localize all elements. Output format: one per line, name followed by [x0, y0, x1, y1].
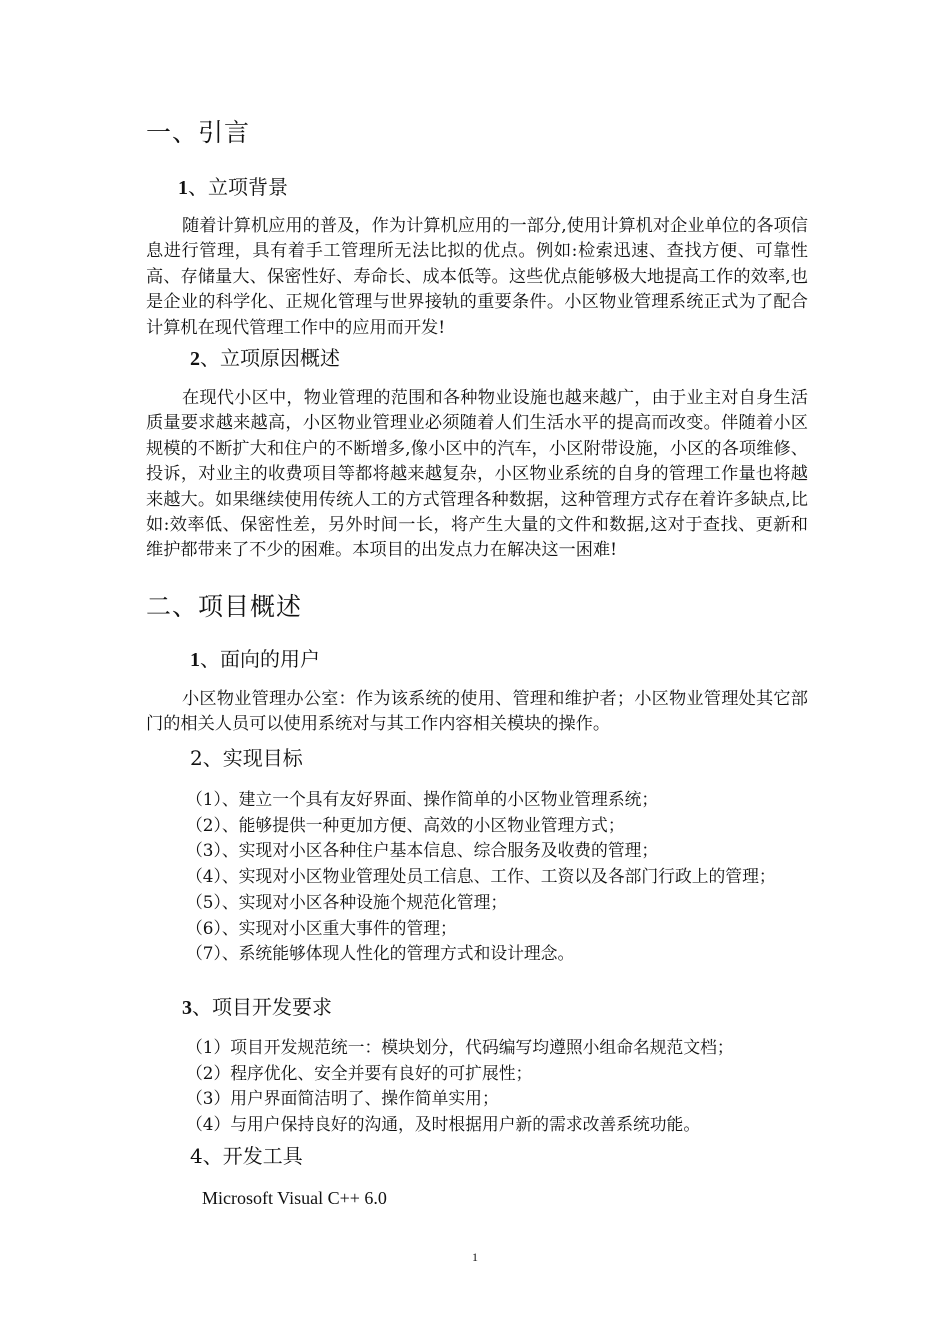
section-heading-introduction: 一、引言	[146, 118, 251, 147]
list-item: （4）与用户保持良好的沟通，及时根据用户新的需求改善系统功能。	[186, 1114, 701, 1135]
subsection-title: 、面向的用户	[200, 647, 320, 671]
subsection-number: 3	[182, 997, 192, 1019]
paragraph-reasons: 在现代小区中，物业管理的范围和各种物业设施也越来越广，由于业主对自身生活质量要求越来越高，小区物业管理业必须随着人们生活水平的提高而改变。伴随着小区规模的不断扩大和住户的不断增多,像小区中的汽车，小区附带设施，小区的各项维修、投诉，对业主的收费项目等都将越来越复杂，小区物业系统的自身的管理工作量也将越来越大。如果继续使用传统人工的方式管理各种数据，这种管理方式存在着许多缺点,比如:效率低、保密性差，另外时间一长，将产生大量的文件和数据,这对于查找、更新和维护都带来了不少的困难。本项目的出发点力在解决这一困难!	[146, 388, 808, 561]
subsection-number: 1	[178, 177, 188, 199]
paragraph-background: 随着计算机应用的普及，作为计算机应用的一部分,使用计算机对企业单位的各项信息进行管理，具有着手工管理所无法比拟的优点。例如:检索迅速、查找方便、可靠性高、存储量大、保密性好、寿命长、成本低等。这些优点能够极大地提高工作的效率,也是企业的科学化、正规化管理与世界接轨的重要条件。小区物业管理系统正式为了配合计算机在现代管理工作中的应用而开发!	[146, 216, 808, 338]
subsection-heading-background	[178, 174, 288, 201]
subsection-number: 1	[190, 649, 200, 671]
subsection-number: 2	[190, 348, 200, 370]
list-item: （3）用户界面简洁明了、操作简单实用；	[186, 1088, 499, 1109]
section-heading-overview: 二、项目概述	[146, 592, 303, 621]
subsection-title: 、项目开发要求	[192, 995, 332, 1019]
list-item: （2）、能够提供一种更加方便、高效的小区物业管理方式；	[186, 814, 625, 835]
subsection-title: 、立项背景	[188, 175, 288, 199]
subsection-heading-dev-tools: 4、开发工具	[190, 1144, 303, 1168]
requirements-list	[146, 1035, 808, 1138]
subsection-heading-target-users	[190, 646, 320, 673]
list-item: （6）、实现对小区重大事件的管理；	[186, 917, 457, 938]
list-item: （2）程序优化、安全并要有良好的可扩展性；	[186, 1062, 533, 1083]
dev-tool-name: Microsoft Visual C++ 6.0	[202, 1188, 387, 1208]
subsection-heading-requirements	[182, 994, 332, 1021]
list-item: （7）、系统能够体现人性化的管理方式和设计理念。	[186, 943, 575, 964]
goals-list	[146, 787, 808, 967]
list-item: （1）项目开发规范统一：模块划分，代码编写均遵照小组命名规范文档；	[186, 1037, 734, 1057]
page-number: 1	[472, 1250, 478, 1264]
subsection-heading-reasons	[190, 345, 340, 372]
paragraph-target-users: 小区物业管理办公室：作为该系统的使用、管理和维护者；小区物业管理处其它部门的相关人员可以使用系统对与其工作内容相关模块的操作。	[146, 689, 808, 735]
list-item: （3）、实现对小区各种住户基本信息、综合服务及收费的管理；	[186, 840, 659, 861]
subsection-title: 、立项原因概述	[200, 346, 340, 370]
list-item: （5）、实现对小区各种设施个规范化管理；	[186, 891, 508, 912]
subsection-heading-goals: 2、实现目标	[190, 746, 303, 770]
list-item: （1）、建立一个具有友好界面、操作简单的小区物业管理系统；	[186, 789, 659, 809]
list-item: （4）、实现对小区物业管理处员工信息、工作、工资以及各部门行政上的管理；	[186, 866, 776, 887]
